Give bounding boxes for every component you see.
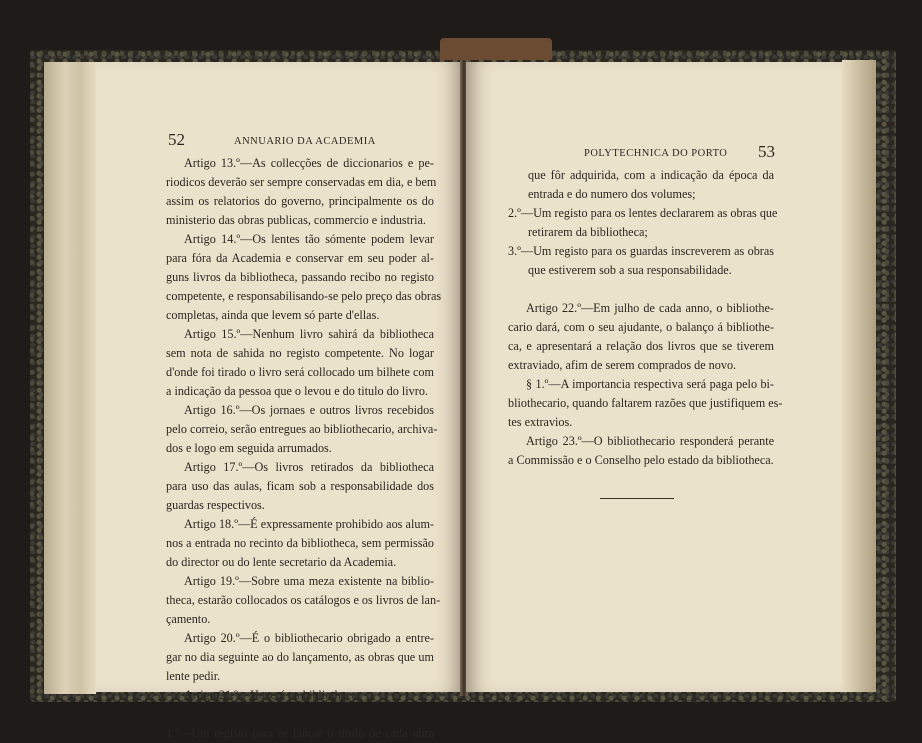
text-line: ministerio das obras publicas, commercio e industria. [166, 213, 426, 227]
text-line: guns livros da bibliotheca, passando recibo no registo [166, 270, 434, 284]
text-line: Artigo 19.º—Sobre uma meza existente na biblio- [184, 574, 434, 588]
text-line: que fôr adquirida, com a indicação da época da [528, 168, 774, 182]
page-number: 52 [168, 130, 185, 149]
text-line: tes extravios. [508, 415, 573, 429]
text-line: gar no dia seguinte ao do lançamento, as obras que um [166, 650, 434, 664]
running-head: ANNUARIO DA ACADEMIA [234, 136, 376, 147]
text-line: d'onde foi tirado o livro será collocado um bilhete com [166, 365, 434, 379]
text-line: lente pedir. [166, 669, 221, 683]
text-line: Artigo 16.º—Os jornaes e outros livros recebidos [184, 403, 434, 417]
right-page-edges [842, 60, 876, 692]
text-line: 2.º—Um registo para os lentes declararem as obras que [508, 206, 778, 220]
text-line: a indicação da pessoa que o levou e do titulo do livro. [166, 384, 428, 398]
text-line: para fóra da Academia e conservar em seu poder al- [166, 251, 434, 265]
text-line: extraviado, afim de serem comprados de novo. [508, 358, 737, 372]
text-line: retirarem da bibliotheca; [528, 225, 648, 239]
text-line: competente, e responsabilisando-se pelo preço das obras [166, 289, 442, 303]
text-line: Artigo 13.º—As collecções de diccionarios e pe- [184, 156, 434, 170]
text-line: Artigo 20.º—É o bibliothecario obrigado a entre- [184, 631, 434, 645]
text-line: Artigo 15.º—Nenhum livro sahirá da bibliotheca [184, 327, 434, 341]
text-line: 3.º—Um registo para os guardas inscreverem as obras [508, 244, 774, 258]
text-line: Artigo 14.º—Os lentes tão sómente podem levar [184, 232, 434, 246]
text-line: Artigo 21.º—Haverá na bibliotheca: [184, 688, 361, 702]
text-line: pelo correio, serão entregues ao bibliothecario, archiva- [166, 422, 438, 436]
text-line: para uso das aulas, ficam sob a responsabilidade dos [166, 479, 434, 493]
text-line: riodicos deverão ser sempre conservadas em dia, e bem [166, 175, 437, 189]
text-line: 1.º—Um registo para se lançar o titulo de cada obra [166, 726, 434, 740]
text-line: Artigo 17.º—Os livros retirados da bibliotheca [184, 460, 434, 474]
text-line: bliothecario, quando faltarem razões que justifiquem es- [508, 396, 783, 410]
text-line: Artigo 23.º—O bibliothecario responderá perante [526, 434, 774, 448]
text-line: § 1.º—A importancia respectiva será paga pelo bi- [526, 377, 774, 391]
text-line: theca, estarão collocados os catálogos e os livros de lan- [166, 593, 441, 607]
right-page [466, 62, 842, 692]
text-line [508, 280, 774, 299]
text-line: assim os relatorios do governo, principalmente os do [166, 194, 434, 208]
text-line: nos a entrada no recinto da bibliotheca, sem permissão [166, 536, 434, 550]
text-line: cario dará, com o seu ajudante, o balanço á bibliothe- [508, 320, 774, 334]
running-head: POLYTECHNICA DO PORTO [584, 148, 728, 159]
text-line: dos e logo em seguida arrumados. [166, 441, 332, 455]
book-spine [440, 38, 552, 60]
text-line: do director ou do lente secretario da Academia. [166, 555, 397, 569]
text-line: Artigo 22.º—Em julho de cada anno, o bibliothe- [526, 301, 774, 315]
left-page-text [166, 154, 442, 743]
text-line: Artigo 18.º—É expressamente prohibido aos alum- [184, 517, 434, 531]
text-line: çamento. [166, 612, 211, 626]
left-page-edges [44, 62, 96, 694]
text-line [166, 705, 434, 724]
closing-rule [600, 498, 674, 499]
right-page-text [508, 166, 783, 470]
text-line: completas, ainda que levem só parte d'ellas. [166, 308, 380, 322]
text-line: sem nota de sahida no registo competente. No logar [166, 346, 434, 360]
text-line: a Commissão e o Conselho pelo estado da bibliotheca. [508, 453, 774, 467]
text-line: ca, e apresentará a relação dos livros que se tiverem [508, 339, 774, 353]
text-line: que estiverem sob a sua responsabilidade. [528, 263, 732, 277]
left-page [96, 62, 462, 740]
text-line: guardas respectivos. [166, 498, 265, 512]
text-line: entrada e do numero dos volumes; [528, 187, 696, 201]
page-number: 53 [758, 142, 775, 161]
